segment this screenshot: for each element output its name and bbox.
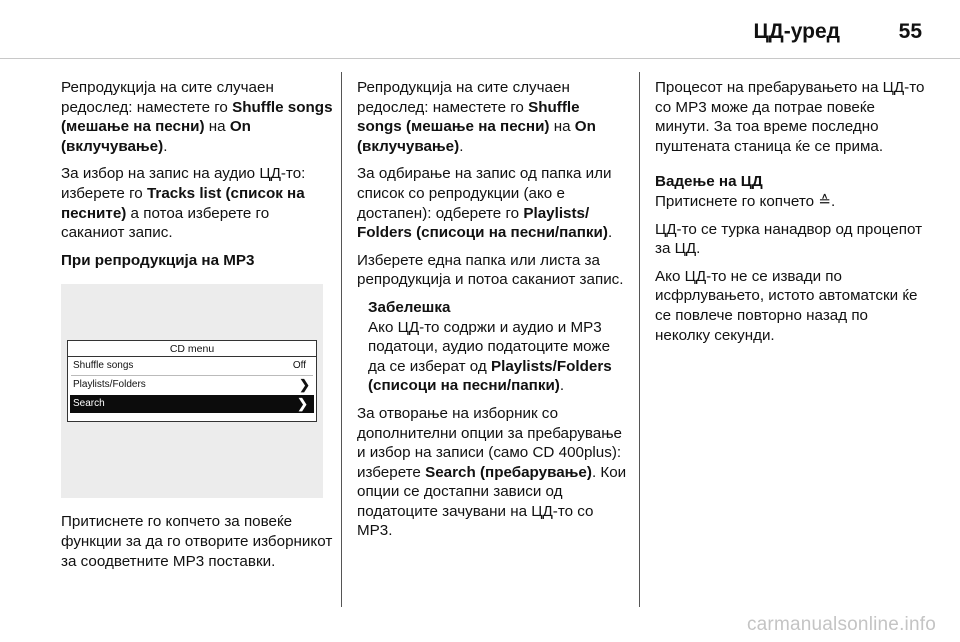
column-divider-2 (639, 72, 640, 607)
paragraph-shuffle-2: Репродукција на сите случаен редослед: наместете го Shuffle songs (мешање на песни) на On (вклучување). (357, 79, 596, 155)
paragraph-playlists: За одбирање на запис од папка или список со репродукции (ако е достапен): одберете го Playlists/ Folders (списоци на песни/папки). (357, 165, 613, 242)
paragraph-shuffle: Репродукција на сите случаен редослед: наместете го Shuffle songs (мешање на песни) на On (вклучување). (61, 79, 333, 155)
page-title: ЦД-уред (753, 20, 840, 43)
menu-item-value: Off (292, 360, 306, 372)
menu-item-shuffle-songs[interactable] (68, 357, 316, 375)
paragraph-press-button: Притиснете го копчето за повеќе функции за да го отворите изборникот за соодветните MP3 поставки. (61, 513, 333, 570)
menu-item-search[interactable] (70, 395, 314, 413)
cd-menu-screenshot (61, 284, 323, 498)
column-3 (655, 78, 925, 353)
column-divider-1 (341, 72, 342, 607)
watermark: carmanualsonline.info (746, 614, 936, 635)
paragraph-search: За отворање на изборник со дополнителни опции за пребарување и избор на записи (само CD 400plus): изберете Search (пребарување). Кои опции се достапни зависи од податоците зачувани на ЦД-то со MP3. (357, 404, 627, 540)
cd-menu-title: CD menu (68, 341, 316, 357)
chevron-right-icon: ❯ (299, 377, 310, 393)
section-heading-mp3: При репродукција на MP3 (61, 251, 255, 269)
menu-item-label: Shuffle songs (73, 360, 134, 372)
menu-item-label: Search (73, 398, 105, 410)
paragraph-select-folder: Изберете една папка или листа за репродукција и потоа саканиот запис. (357, 251, 624, 289)
column-1 (61, 78, 333, 579)
menu-item-label: Playlists/Folders (73, 379, 146, 391)
paragraph-eject-button: Притиснете го копчето ≙. (655, 192, 836, 210)
note-block (357, 298, 627, 396)
chevron-right-icon: ❯ (297, 396, 308, 412)
note-title: Забелешка (368, 298, 451, 316)
page-number: 55 (898, 20, 922, 43)
paragraph-tracks-list: За избор на запис на аудио ЦД-то: изберете го Tracks list (список на песните) а потоа изберете го саканиот запис. (61, 165, 306, 242)
note-text: Ако ЦД-то содржи и аудио и MP3 податоци, аудио податоците може да се изберат од Playlists/Folders (списоци на песни/папки). (368, 318, 612, 395)
section-heading-eject: Вадење на ЦД (655, 173, 763, 191)
page-header (0, 0, 960, 58)
header-divider (0, 58, 960, 59)
paragraph-search-process: Процесот на пребарувањето на ЦД-то со MP3 може да потрае повеќе минути. За тоа време последно пуштената станица ќе се прима. (655, 79, 925, 155)
cd-menu-display (67, 340, 317, 422)
column-2 (357, 78, 627, 549)
paragraph-auto-retract: Ако ЦД-то не се извади по исфрлувањето, истото автоматски ќе се повлече повторно назад по неколку секунди. (655, 267, 918, 344)
menu-item-playlists-folders[interactable] (68, 376, 316, 394)
paragraph-eject-slot: ЦД-то се турка нанадвор од процепот за ЦД. (655, 220, 923, 258)
